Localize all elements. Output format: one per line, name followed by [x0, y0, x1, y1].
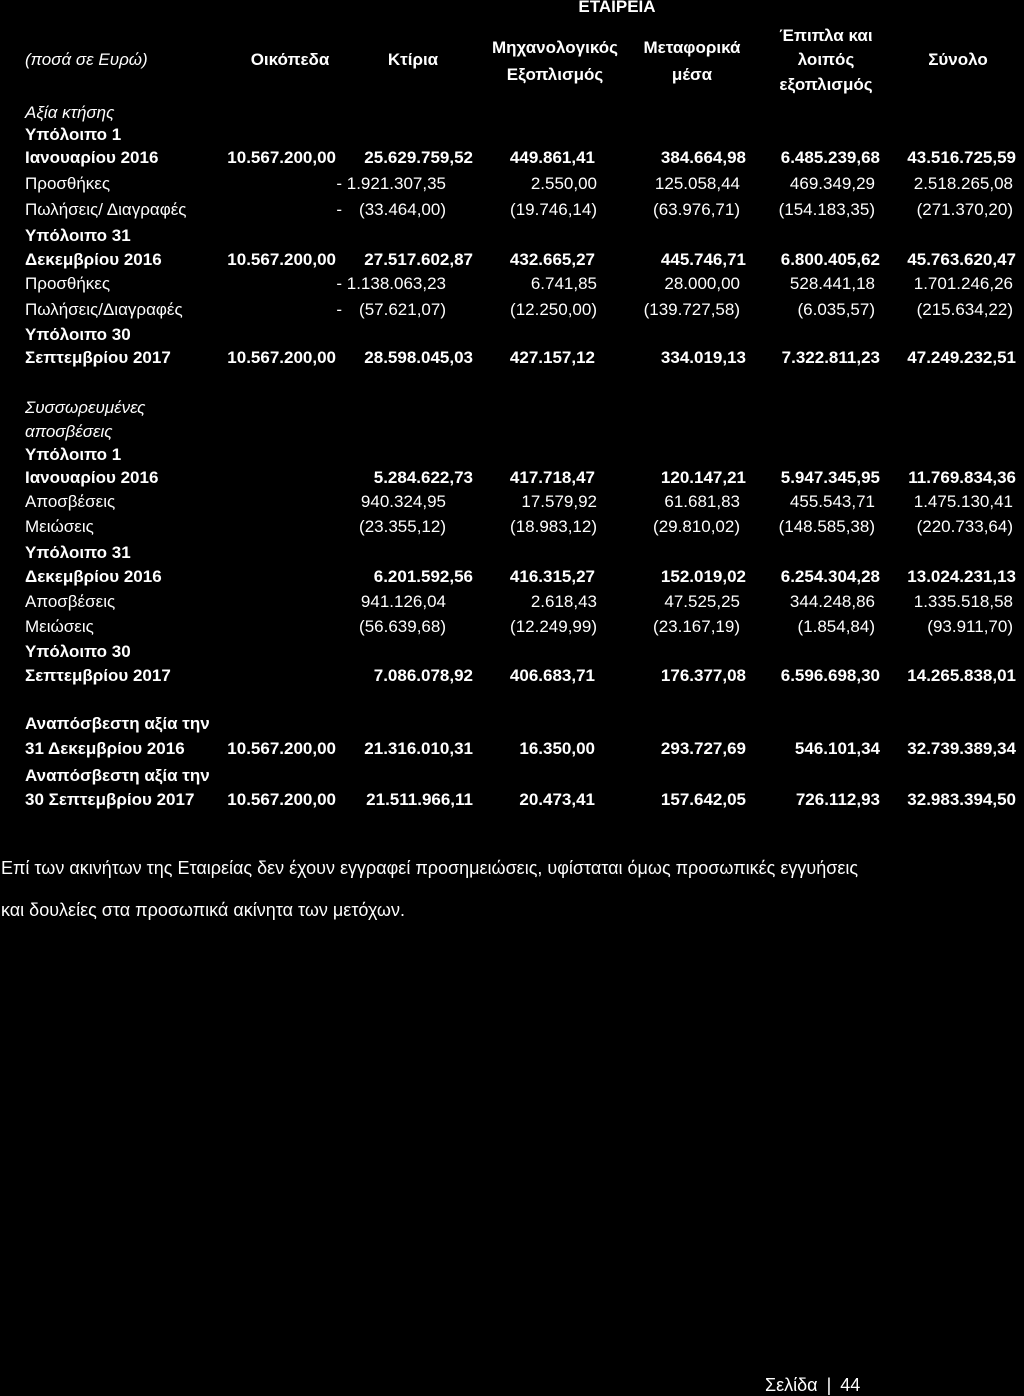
- row-label: Αποσβέσεις: [25, 492, 116, 511]
- table-cell: 10.567.200,00: [227, 790, 336, 809]
- table-cell: 32.739.389,34: [907, 739, 1016, 758]
- page-number-value: 44: [840, 1375, 861, 1395]
- table-cell: 2.518.265,08: [913, 174, 1013, 193]
- column-header-line: λοιπός: [797, 50, 855, 69]
- table-cell: (23.167,19): [653, 617, 740, 636]
- row-label: Σεπτεμβρίου 2017: [25, 348, 171, 367]
- table-cell: 427.157,12: [509, 348, 595, 367]
- table-cell: 384.664,98: [660, 148, 746, 167]
- table-cell: (148.585,38): [778, 517, 875, 536]
- row-label: Υπόλοιπο 1: [25, 125, 122, 144]
- table-cell: 6.201.592,56: [373, 567, 473, 586]
- column-header-line: Σύνολο: [928, 50, 988, 69]
- table-cell: (6.035,57): [797, 300, 875, 319]
- table-cell: 10.567.200,00: [227, 348, 336, 367]
- table-cell: 406.683,71: [509, 666, 595, 685]
- table-cell: 13.024.231,13: [907, 567, 1016, 586]
- note-line: Επί των ακινήτων της Εταιρείας δεν έχουν εγγραφεί προσημειώσεις, υφίσταται όμως προσωπικές εγγυήσεις: [1, 858, 859, 878]
- column-header-line: Μεταφορικά: [643, 38, 741, 57]
- table-cell: 1.138.063,23: [346, 274, 446, 293]
- row-label: Προσθήκες: [25, 274, 111, 293]
- table-cell: 10.567.200,00: [227, 739, 336, 758]
- row-label: Υπόλοιπο 31: [25, 226, 131, 245]
- table-cell: -: [336, 300, 342, 319]
- row-label: Σεπτεμβρίου 2017: [25, 666, 171, 685]
- table-cell: 6.485.239,68: [780, 148, 880, 167]
- table-cell: 449.861,41: [509, 148, 595, 167]
- row-label: Προσθήκες: [25, 174, 111, 193]
- table-cell: -: [336, 274, 342, 293]
- table-cell: 334.019,13: [660, 348, 746, 367]
- units-label: (ποσά σε Ευρώ): [25, 50, 148, 69]
- column-header-line: Έπιπλα και: [779, 26, 873, 45]
- page-number: [765, 1375, 860, 1395]
- table-cell: 21.316.010,31: [364, 739, 473, 758]
- table-cell: 10.567.200,00: [227, 148, 336, 167]
- section-heading: αποσβέσεις: [25, 422, 113, 441]
- table-cell: 546.101,34: [794, 739, 880, 758]
- row-label: Ιανουαρίου 2016: [25, 148, 159, 167]
- table-cell: 120.147,21: [660, 468, 746, 487]
- table-cell: 20.473,41: [519, 790, 595, 809]
- table-cell: 5.947.345,95: [780, 468, 880, 487]
- table-cell: 6.596.698,30: [780, 666, 880, 685]
- table-cell: (23.355,12): [359, 517, 446, 536]
- row-label: Δεκεμβρίου 2016: [25, 250, 162, 269]
- table-cell: (57.621,07): [359, 300, 446, 319]
- table-cell: 7.086.078,92: [373, 666, 473, 685]
- table-cell: 1.335.518,58: [913, 592, 1013, 611]
- table-cell: 445.746,71: [660, 250, 746, 269]
- table-cell: 32.983.394,50: [907, 790, 1016, 809]
- table-cell: 152.019,02: [660, 567, 746, 586]
- table-cell: 5.284.622,73: [373, 468, 473, 487]
- table-cell: (12.249,99): [510, 617, 597, 636]
- table-cell: 469.349,29: [789, 174, 875, 193]
- row-label: Υπόλοιπο 30: [25, 325, 131, 344]
- table-cell: 940.324,95: [360, 492, 446, 511]
- table-cell: (18.983,12): [510, 517, 597, 536]
- table-cell: 1.701.246,26: [913, 274, 1013, 293]
- section-heading: Αξία κτήσης: [25, 103, 115, 122]
- row-label: Υπόλοιπο 1: [25, 445, 122, 464]
- table-cell: 43.516.725,59: [907, 148, 1016, 167]
- row-label: Υπόλοιπο 31: [25, 543, 131, 562]
- table-cell: 417.718,47: [509, 468, 595, 487]
- table-cell: 176.377,08: [660, 666, 746, 685]
- table-cell: 10.567.200,00: [227, 250, 336, 269]
- table-cell: 28.000,00: [664, 274, 740, 293]
- table-cell: 6.254.304,28: [780, 567, 880, 586]
- section-heading: Συσσωρευμένες: [25, 398, 146, 417]
- table-cell: 726.112,93: [795, 790, 880, 809]
- row-label: Πωλήσεις/ Διαγραφές: [25, 200, 187, 219]
- table-cell: 941.126,04: [360, 592, 446, 611]
- table-cell: 1.921.307,35: [346, 174, 446, 193]
- row-label: Αναπόσβεστη αξία την: [25, 714, 210, 733]
- table-cell: (29.810,02): [653, 517, 740, 536]
- row-label: Αναπόσβεστη αξία την: [25, 766, 210, 785]
- table-cell: (12.250,00): [510, 300, 597, 319]
- table-cell: (220.733,64): [916, 517, 1013, 536]
- table-cell: 25.629.759,52: [364, 148, 473, 167]
- table-cell: 61.681,83: [664, 492, 740, 511]
- table-cell: 416.315,27: [509, 567, 595, 586]
- table-cell: 293.727,69: [660, 739, 746, 758]
- column-header-line: Κτίρια: [387, 50, 439, 69]
- table-cell: 27.517.602,87: [364, 250, 473, 269]
- table-cell: 11.769.834,36: [908, 468, 1016, 487]
- entity-heading: ΕΤΑΙΡΕΙΑ: [578, 0, 656, 16]
- note-line: και δουλείες στα προσωπικά ακίνητα των μετόχων.: [1, 900, 405, 920]
- column-header-line: εξοπλισμός: [779, 75, 873, 94]
- table-cell: 47.249.232,51: [907, 348, 1016, 367]
- table-cell: 125.058,44: [654, 174, 740, 193]
- table-cell: 432.665,27: [509, 250, 595, 269]
- row-label: Πωλήσεις/Διαγραφές: [25, 300, 183, 319]
- row-label: Ιανουαρίου 2016: [25, 468, 159, 487]
- table-cell: 344.248,86: [789, 592, 875, 611]
- page-number-label: Σελίδα: [765, 1375, 818, 1395]
- table-cell: (139.727,58): [643, 300, 740, 319]
- row-label: Μειώσεις: [25, 617, 94, 636]
- table-cell: 7.322.811,23: [781, 348, 880, 367]
- row-label: Υπόλοιπο 30: [25, 642, 131, 661]
- table-cell: 28.598.045,03: [364, 348, 473, 367]
- table-cell: 6.800.405,62: [780, 250, 880, 269]
- table-cell: 2.550,00: [530, 174, 597, 193]
- table-cell: 21.511.966,11: [366, 790, 473, 809]
- table-cell: 455.543,71: [789, 492, 875, 511]
- table-cell: 157.642,05: [660, 790, 746, 809]
- table-cell: (271.370,20): [916, 200, 1013, 219]
- row-label: Δεκεμβρίου 2016: [25, 567, 162, 586]
- table-cell: 6.741,85: [530, 274, 597, 293]
- column-header-line: Οικόπεδα: [250, 50, 330, 69]
- table-cell: -: [336, 174, 342, 193]
- table-cell: (19.746,14): [510, 200, 597, 219]
- column-header-line: Μηχανολογικός: [492, 38, 618, 57]
- table-cell: 17.579,92: [521, 492, 597, 511]
- table-cell: 2.618,43: [530, 592, 597, 611]
- row-label: Μειώσεις: [25, 517, 94, 536]
- table-cell: 45.763.620,47: [907, 250, 1016, 269]
- table-cell: 16.350,00: [519, 739, 595, 758]
- table-cell: (63.976,71): [653, 200, 740, 219]
- table-cell: (33.464,00): [359, 200, 446, 219]
- table-cell: 47.525,25: [664, 592, 740, 611]
- column-header-line: Εξοπλισμός: [506, 65, 604, 84]
- row-label: Αποσβέσεις: [25, 592, 116, 611]
- page-number-separator: |: [826, 1375, 832, 1395]
- table-cell: (93.911,70): [927, 617, 1013, 636]
- table-cell: 14.265.838,01: [907, 666, 1016, 685]
- table-cell: (215.634,22): [916, 300, 1013, 319]
- row-label: 30 Σεπτεμβρίου 2017: [25, 790, 195, 809]
- table-cell: (154.183,35): [778, 200, 875, 219]
- table-cell: (56.639,68): [359, 617, 446, 636]
- table-cell: 528.441,18: [789, 274, 875, 293]
- table-cell: 1.475.130,41: [913, 492, 1013, 511]
- table-cell: -: [336, 200, 342, 219]
- table-cell: (1.854,84): [797, 617, 875, 636]
- row-label: 31 Δεκεμβρίου 2016: [25, 739, 185, 758]
- column-header-line: μέσα: [671, 65, 713, 84]
